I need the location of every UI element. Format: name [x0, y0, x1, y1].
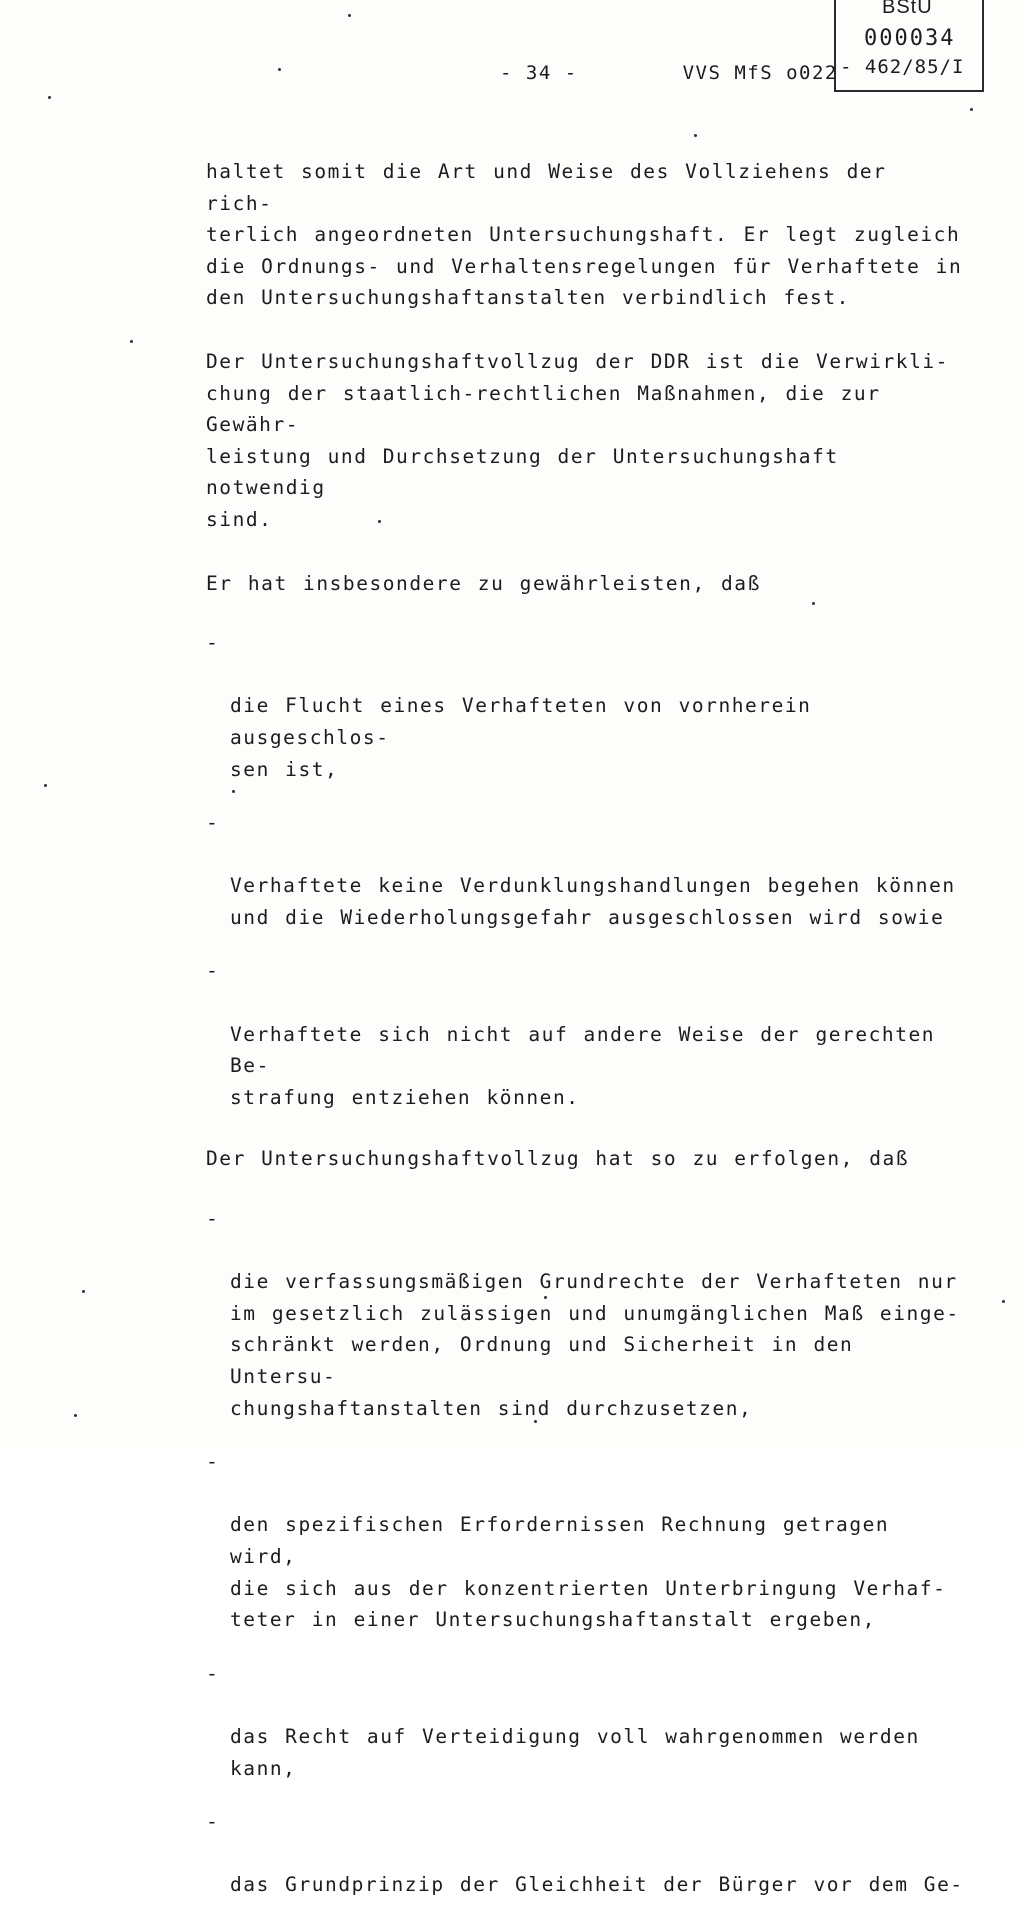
scan-speck	[812, 602, 815, 605]
list-item-text: Verhaftete keine Verdunklungshandlungen begehen können und die Wiederholungsgefahr ausgeschlossen wird sowie	[230, 874, 956, 929]
bullet-dash: -	[206, 1661, 220, 1685]
bullet-dash: -	[206, 959, 220, 983]
scan-speck	[48, 96, 51, 99]
list-item-text: die verfassungsmäßigen Grundrechte der Verhafteten nur im gesetzlich zulässigen und unumgänglichen Maß einge- schränkt werden, Ordnung und Sicherheit in den Untersu- chungshaftanstalten sind durchzusetzen,	[230, 1270, 960, 1420]
classification-code: VVS MfS o022	[682, 62, 838, 84]
scan-speck	[82, 1290, 85, 1293]
paragraph-2: Der Untersuchungshaftvollzug der DDR ist die Verwirkli- chung der staatlich-rechtlichen Maßnahmen, die zur Gewähr- leistung und Durchsetzung der Untersuchungshaft notwendig sind.	[206, 349, 949, 531]
list-item-text: den spezifischen Erfordernissen Rechnung getragen wird, die sich aus der konzentrierten Unterbringung Verhaf- teter in einer Untersuchungshaftanstalt ergeben,	[230, 1513, 947, 1632]
list-item	[206, 1806, 966, 1901]
execution-list	[206, 1203, 966, 1901]
list-item-text: die Flucht eines Verhafteten von vornherein ausgeschlos- sen ist,	[230, 694, 812, 781]
bullet-dash: -	[206, 1450, 220, 1474]
scan-speck	[232, 790, 235, 793]
scan-speck	[44, 784, 47, 787]
list-item-text: das Grundprinzip der Gleichheit der Bürger vor dem Ge-	[230, 1873, 964, 1897]
guarantee-list	[206, 627, 966, 1113]
scan-speck	[1002, 1300, 1005, 1303]
bullet-dash: -	[206, 631, 220, 655]
scan-speck	[130, 340, 133, 343]
list-item	[206, 955, 966, 1113]
list-item	[206, 1203, 966, 1424]
list-item-text: Verhaftete sich nicht auf andere Weise der gerechten Be- strafung entziehen können.	[230, 1022, 936, 1109]
scan-speck	[970, 108, 973, 111]
scan-speck	[74, 1414, 77, 1417]
list-item	[206, 627, 966, 785]
scan-speck	[544, 1296, 547, 1299]
stamp-reference: - 462/85/I	[840, 56, 965, 78]
bullet-dash: -	[206, 1207, 220, 1231]
scan-speck	[534, 1420, 537, 1423]
archive-stamp	[834, 0, 984, 92]
scan-speck	[378, 520, 381, 523]
list-item	[206, 1658, 966, 1784]
paragraph-3: Er hat insbesondere zu gewährleisten, daß	[206, 571, 761, 595]
document-body	[206, 156, 966, 1931]
bullet-dash: -	[206, 1810, 220, 1834]
page-number: - 34 -	[500, 62, 578, 84]
scan-speck	[278, 68, 281, 71]
stamp-archive-label: BStU	[882, 0, 933, 18]
scan-speck	[694, 134, 697, 137]
list-item	[206, 1446, 966, 1636]
bullet-dash: -	[206, 811, 220, 835]
scan-speck	[348, 14, 351, 17]
paragraph-4: Der Untersuchungshaftvollzug hat so zu erfolgen, daß	[206, 1147, 910, 1171]
paragraph-1: haltet somit die Art und Weise des Vollziehens der rich- terlich angeordneten Untersuchungshaft. Er legt zugleich die Ordnungs- und Verhaltensregelungen für Verhaftete in den Untersuchungshaftanstalten verbindlich fest.	[206, 160, 963, 310]
list-item	[206, 807, 966, 933]
page-header	[500, 62, 838, 84]
stamp-number: 000034	[864, 26, 956, 51]
list-item-text: das Recht auf Verteidigung voll wahrgenommen werden kann,	[230, 1724, 920, 1780]
